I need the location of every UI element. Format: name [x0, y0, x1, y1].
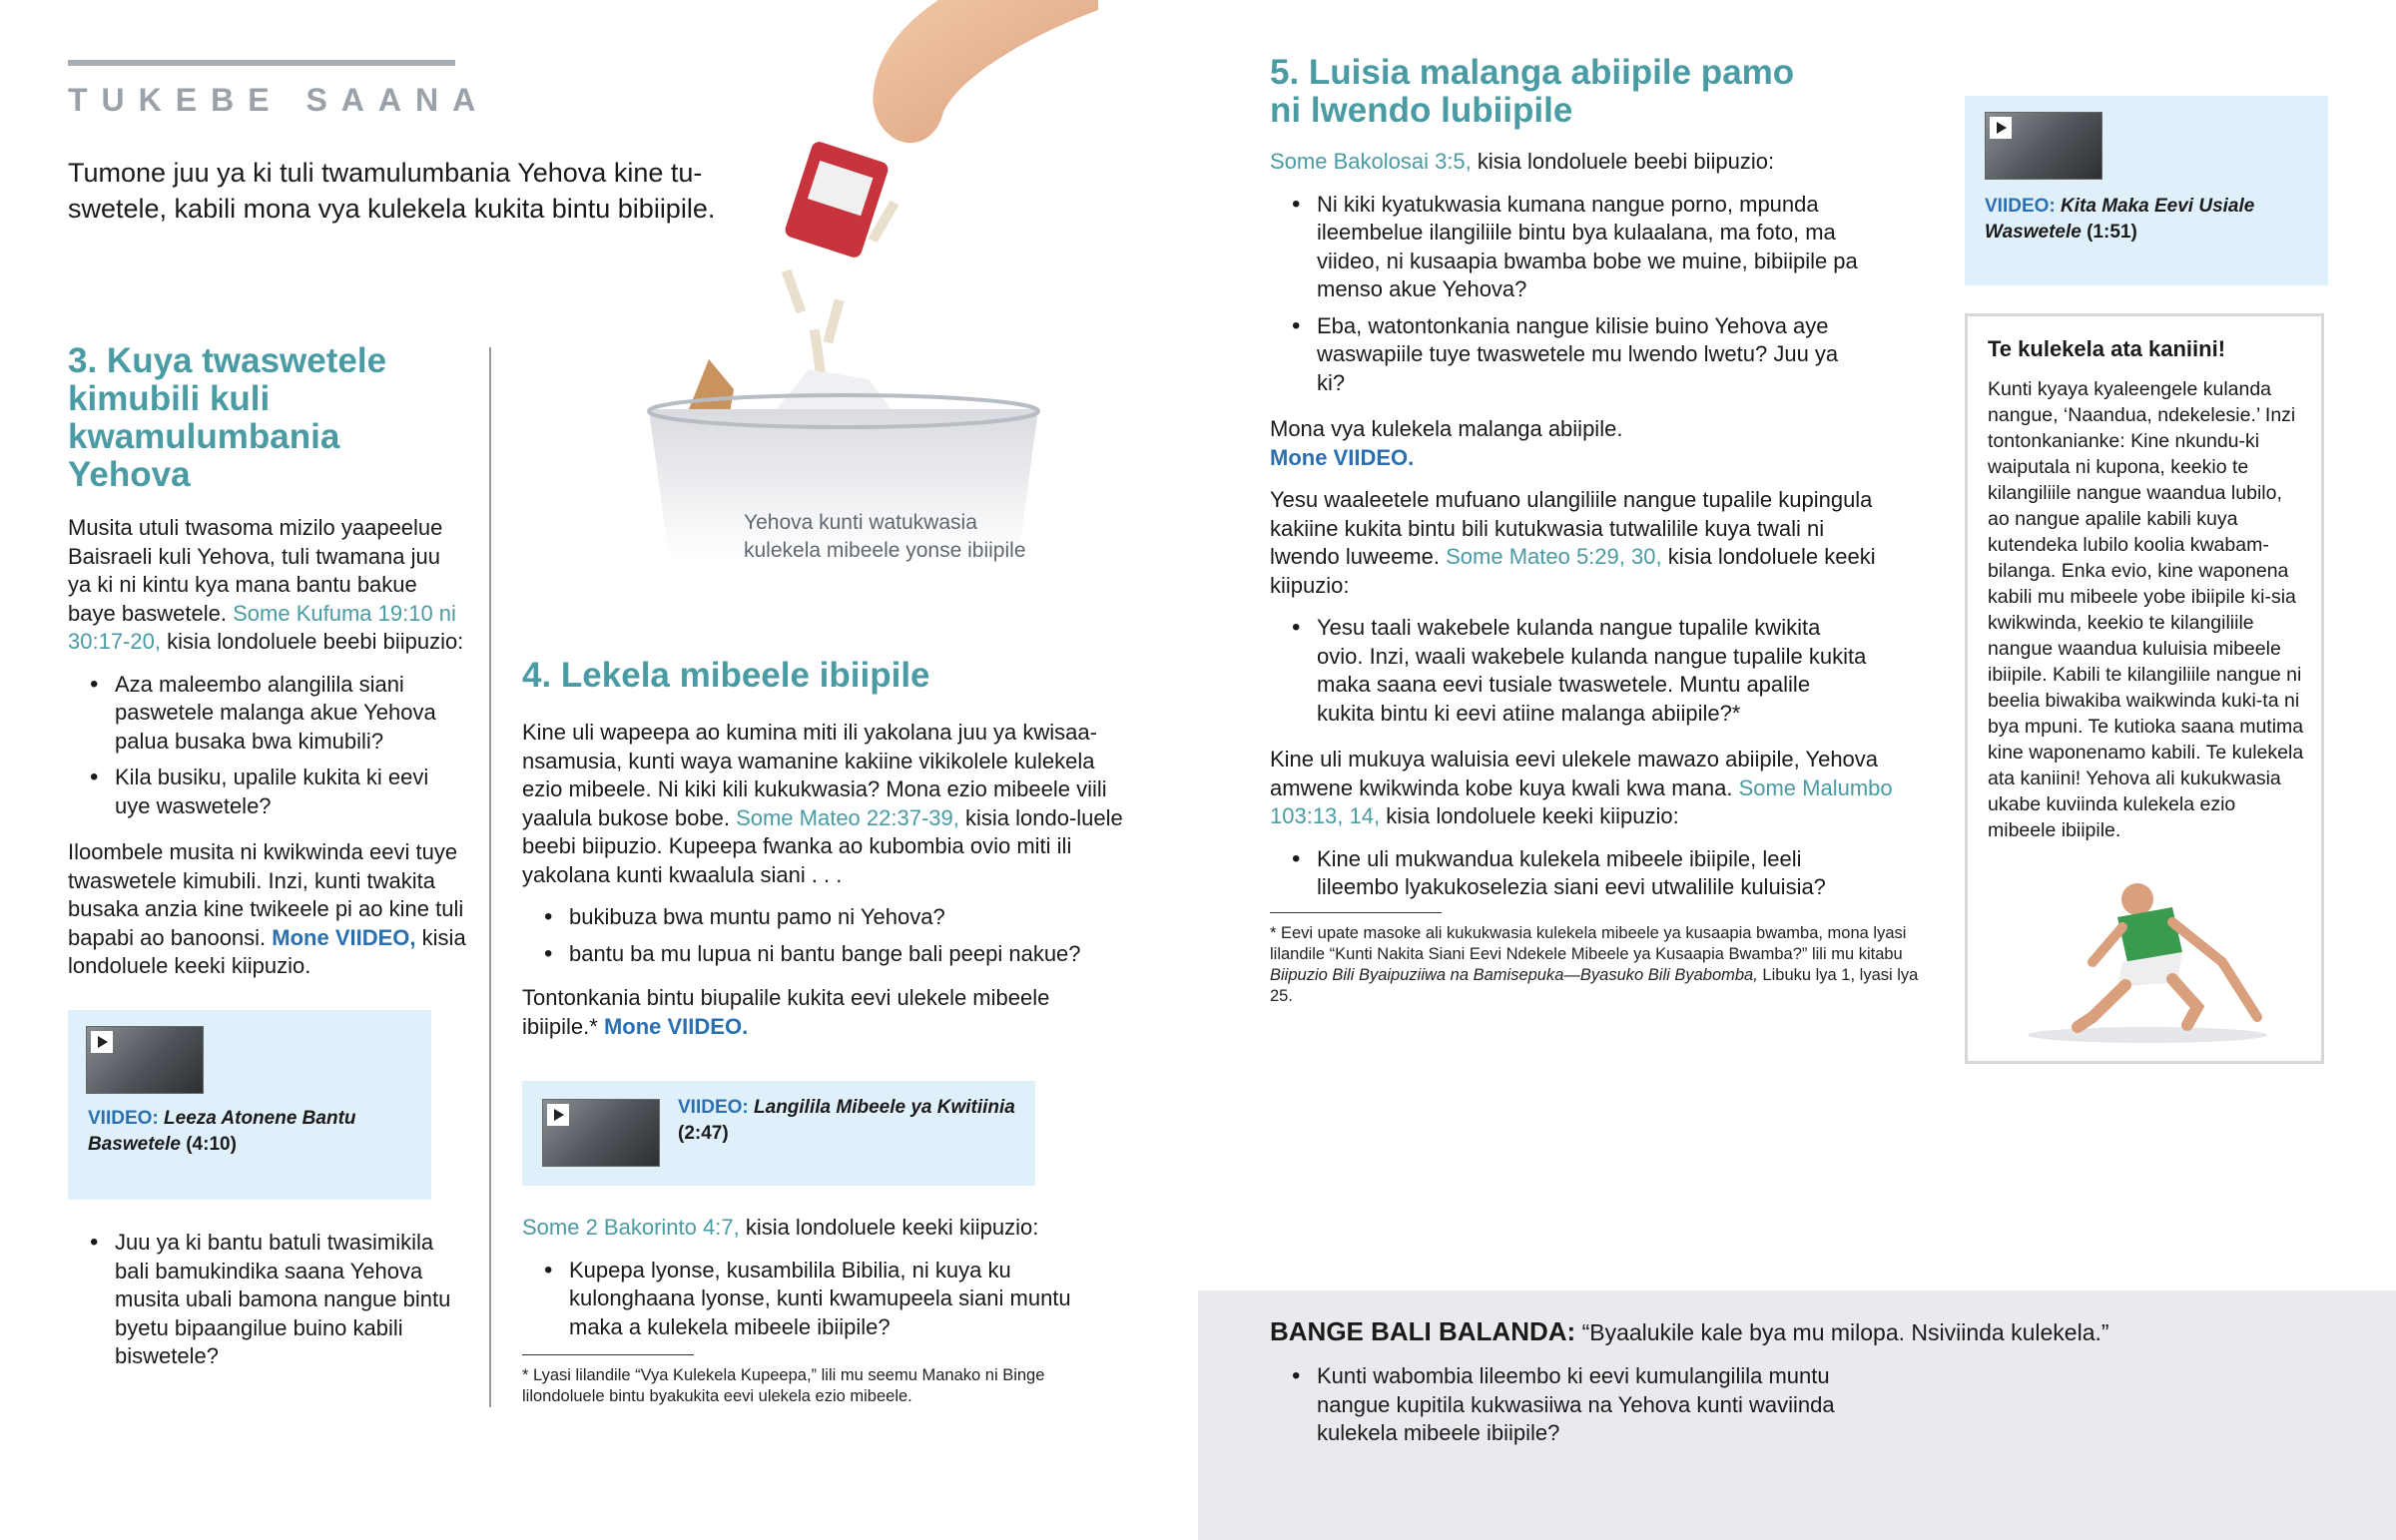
video-card-kwitiinia[interactable] — [522, 1081, 1035, 1186]
list-item: • Aza maleembo alangilila siani paswetele malanga akue Yehova palua busaka bwa kimubili? — [68, 671, 467, 757]
image-caption-line2: kulekela mibeele yonse ibiipile — [744, 539, 1026, 562]
sidebar-box — [1965, 313, 2324, 1064]
list-item: • Kila busiku, upalile kukita ki eevi uye waswetele? — [68, 764, 467, 820]
section-5-para1 — [1270, 148, 1929, 177]
section-5-heading-line2: ni lwendo lubiipile — [1270, 91, 1573, 130]
scripture-link-bakorinto[interactable]: Some 2 Bakorinto 4:7, — [522, 1215, 740, 1240]
footnote-text: * Eevi upate masoke ali kukukwasia kulekela mibeele ya kusaapia bwamba, mona lyasi lilandile “Kunti Nakita Siani Eevi Ndekele Mibeele ya Kusaapia Bwamba?” lili mu kitabu — [1270, 924, 1907, 963]
bottom-bullets — [1270, 1362, 1909, 1456]
footnote-rule — [522, 1354, 694, 1355]
footnote-left: * Lyasi lilandile “Vya Kulekela Kupeepa,” lili mu seemu Manako ni Binge lilondoluele bintu byakukita eevi ulekela ezio mibeele. — [522, 1366, 1045, 1405]
scripture-link-malumbo[interactable]: Some Malumbo 103:13, 14, — [1270, 774, 1893, 828]
section-5-para1-tail: kisia londoluele beebi biipuzio: — [1477, 149, 1775, 174]
footnote-tail: Libuku lya 1, lyasi lya 25. — [1270, 966, 1919, 1005]
section-4-para1-tail: kisia londo-luele beebi biipuzio. Kupeepa fwanka ao kubombia ovio miti ili yakolana kunti kwaalula siani . . . — [522, 804, 1123, 887]
section-4-para1-text: Kine uli wapeepa ao kumina miti ili yakolana juu ya kwisaa-nsamusia, kunti waya wamanine kakiine vikikolele kulekela ezio mibeele. Ni kiki kili kukukwasia? Mona ezio mibeele viili yaalula bukose bobe. — [522, 720, 1107, 830]
list-item: • Ni kiki kyatukwasia kumana nangue porno, mpunda ileembelue ilangiliile bintu bya kulaalana, ma foto, ma viideo, ni kusaapia bwamba bobe we muine, bibiipile pa menso akue Yehova? — [1270, 191, 1869, 304]
scripture-link-mateo-5[interactable]: Some Mateo 5:29, 30, — [1446, 544, 1662, 569]
section-5-para3-tail: kisia londoluele keeki kiipuzio: — [1270, 544, 1876, 598]
section-5-bullets-2 — [1270, 614, 1869, 728]
section-4-para1 — [522, 719, 1126, 889]
video-label — [88, 1106, 407, 1158]
column-divider — [489, 347, 491, 1407]
list-item: • Kine uli mukwandua kulekela mibeele ibiipile, leeli lileembo lyakukoselezia siani eevi utwalilile kuluisia? — [1270, 845, 1869, 902]
list-item: • Kunti wabombia lileembo ki eevi kumulangilila muntu nangue kupitila kukwasiiwa na Yehova kunti waviinda kulekela mibeele ibiipile? — [1270, 1362, 1909, 1448]
section-3 — [68, 342, 467, 981]
video-label — [678, 1095, 1017, 1147]
section-5 — [1270, 54, 1929, 910]
section-5-heading — [1270, 54, 1929, 130]
play-icon — [1990, 117, 2012, 139]
section-3-para2 — [68, 838, 467, 981]
section-4 — [522, 657, 1126, 1041]
bottom-panel — [1198, 1290, 2396, 1540]
video-title: Langilila Mibeele ya Kwitiinia — [754, 1097, 1015, 1118]
section-4-bullets — [522, 903, 1126, 968]
video-title: Leeza Atonene Bantu Baswetele — [88, 1108, 356, 1155]
section-5-para4-tail: kisia londoluele keeki kiipuzio: — [1386, 803, 1679, 828]
section-5-para2 — [1270, 415, 1929, 472]
list-item: • bukibuza bwa muntu pamo ni Yehova? — [522, 903, 1126, 932]
scripture-link-mateo-22[interactable]: Some Mateo 22:37-39, — [736, 804, 959, 830]
video-duration: (1:51) — [2087, 222, 2137, 243]
section-5-para4 — [1270, 746, 1919, 831]
section-3-para2-tail: kisia londoluele keeki kiipuzio. — [68, 924, 466, 978]
play-icon — [547, 1104, 569, 1126]
footnote-rule — [1270, 912, 1442, 913]
scripture-link-bakolosai[interactable]: Some Bakolosai 3:5, — [1270, 149, 1472, 174]
video-link[interactable]: Mone VIIDEO. — [1270, 444, 1415, 470]
section-4-para2 — [522, 984, 1126, 1041]
video-thumbnail[interactable] — [542, 1099, 660, 1167]
list-item: • Yesu taali wakebele kulanda nangue tupalile kwikita ovio. Inzi, waali wakebele kulanda nangue tupalile kukita maka saana eevi tusiale twaswetele. Muntu apalile kukita bintu ki eevi atiine malanga abiipile?* — [1270, 614, 1869, 728]
section-3-para1-text: Musita utuli twasoma mizilo yaapeelue Baisraeli kuli Yehova, tuli twamana juu ya ki ni kintu kya mana bantu bakue baye baswetele. — [68, 515, 443, 626]
video-label — [1985, 194, 2314, 246]
video-title: Kita Maka Eevi Usiale Waswetele — [1985, 196, 2255, 243]
video-keyword: VIIDEO: — [88, 1108, 159, 1129]
video-card-baswetele[interactable] — [68, 1010, 431, 1200]
section-5-heading-line1: 5. Luisia malanga abiipile pamo — [1270, 53, 1795, 92]
video-duration: (4:10) — [186, 1134, 237, 1155]
video-keyword: VIIDEO: — [1985, 196, 2056, 217]
image-caption — [744, 509, 1026, 565]
video-thumbnail[interactable] — [86, 1026, 204, 1094]
trash-illustration — [639, 0, 1098, 559]
section-4-bullets-after — [522, 1257, 1081, 1342]
list-item: • Juu ya ki bantu batuli twasimikila bali bamukindika saana Yehova musita ubali bamona nangue bintu byetu bipaangilue buino kabili biswetele? — [68, 1229, 467, 1371]
section-3-bullets — [68, 671, 467, 821]
image-caption-line1: Yehova kunti watukwasia — [744, 511, 977, 534]
section-5-para3-text: Yesu waaleetele mufuano ulangiliile nangue tupalile kupingula kakiine kukita bintu bili kutukwasia tutwalilile kuya twali ni lwendo luweeme. — [1270, 487, 1873, 569]
video-link[interactable]: Mone VIIDEO. — [603, 1013, 749, 1039]
section-3-bullets-after — [68, 1229, 467, 1379]
section-3-para2-text: Iloombele musita ni kwikwinda eevi tuye twaswetele kimubili. Inzi, kunti twakita busaka anzia kine twikeele pi ao kine tuli bapabi ao banoonsi. — [68, 839, 464, 950]
page-kicker: TUKEBE SAANA — [68, 82, 490, 118]
section-4-lower — [522, 1214, 1081, 1349]
bottom-quote — [1270, 1316, 2109, 1347]
list-item: • bantu ba mu lupua ni bantu bange bali peepi nakue? — [522, 940, 1126, 969]
bottom-label: BANGE BALI BALANDA: — [1270, 1316, 1576, 1346]
footnote-book-title: Biipuzio Bili Byaipuziiwa na Bamisepuka—Byasuko Bili Byabomba, — [1270, 966, 1758, 984]
video-keyword: VIIDEO: — [678, 1097, 749, 1118]
section-3-para1-tail: kisia londoluele beebi biipuzio: — [167, 629, 464, 654]
video-link[interactable]: Mone VIIDEO, — [272, 924, 416, 950]
section-4-para3-tail: kisia londoluele keeki kiipuzio: — [745, 1215, 1039, 1240]
section-5-para3 — [1270, 486, 1889, 600]
section-4-heading: 4. Lekela mibeele ibiipile — [522, 656, 930, 695]
section-3-para1 — [68, 514, 467, 657]
scripture-link-kufuma[interactable]: Some Kufuma 19:10 ni 30:17-20, — [68, 600, 456, 654]
kicker-rule — [68, 60, 455, 66]
runner-illustration — [1998, 867, 2297, 1047]
bottom-quote-text: “Byaalukile kale bya mu milopa. Nsiviinda kulekela.” — [1581, 1319, 2109, 1345]
play-icon — [91, 1031, 113, 1053]
section-4-para2-text: Tontonkania bintu biupalile kukita eevi ulekele mibeele ibiipile.* — [522, 985, 1050, 1039]
intro-text: Tumone juu ya ki tuli twamulumbania Yehova kine tu-swetele, kabili mona vya kulekela kukita bintu bibiipile. — [68, 158, 716, 224]
section-5-para4-text: Kine uli mukuya waluisia eevi ulekele mawazo abiipile, Yehova amwene kwikwinda kobe kuya kwali kwa mana. — [1270, 747, 1879, 800]
section-5-para2-text: Mona vya kulekela malanga abiipile. — [1270, 416, 1623, 441]
video-duration: (2:47) — [678, 1123, 729, 1144]
section-4-para3 — [522, 1214, 1081, 1243]
sidebar-box-title: Te kulekela ata kaniini! — [1988, 336, 2226, 361]
hand-icon — [873, 0, 1098, 143]
video-card-usiale-waswetele[interactable] — [1965, 96, 2328, 285]
section-5-bullets-3 — [1270, 845, 1869, 902]
section-3-heading: 3. Kuya twaswetele kimubili kuli kwamulumbania Yehova — [68, 341, 387, 494]
sidebar-box-body: Kunti kyaya kyaleengele kulanda nangue, ‘Naandua, ndekelesie.’ Inzi tontonkanianke: Kine nkundu-ki waiputala ni kupona, keekio te kilangiliile nangue waandua lubilo, ao nangue apalile kabili kuya kutendeka lubilo koolia kwabam-bilanga. Enka evio, kine waponena kabili mu mibeele yobe ibiipile ki-sia kwikwinda, keekio te kilangiliile nangue waandua kuluisia mibeele ibiipile. Kabili te kilangiliile nangue ni beelia biwakiba waikwinda kuki-ta ni bya mpuni. Te kutioka saana mutima kine waponenamo kabili. Te kulekela ata kaniini! Yehova ali kukukwasia ukabe kuviinda kulekela ezio mibeele ibiipile. — [1988, 378, 2304, 841]
footnote-right — [1270, 923, 1929, 1007]
section-5-bullets-1 — [1270, 191, 1869, 398]
list-item: • Kupepa lyonse, kusambilila Bibilia, ni kuya ku kulonghaana lyonse, kunti kwamupeela siani muntu maka a kulekela mibeele ibiipile? — [522, 1257, 1081, 1342]
video-thumbnail[interactable] — [1985, 112, 2102, 180]
list-item: • Eba, watontonkania nangue kilisie buino Yehova aye waswapiile tuye twaswetele mu lwendo lwetu? Juu ya ki? — [1270, 312, 1869, 398]
